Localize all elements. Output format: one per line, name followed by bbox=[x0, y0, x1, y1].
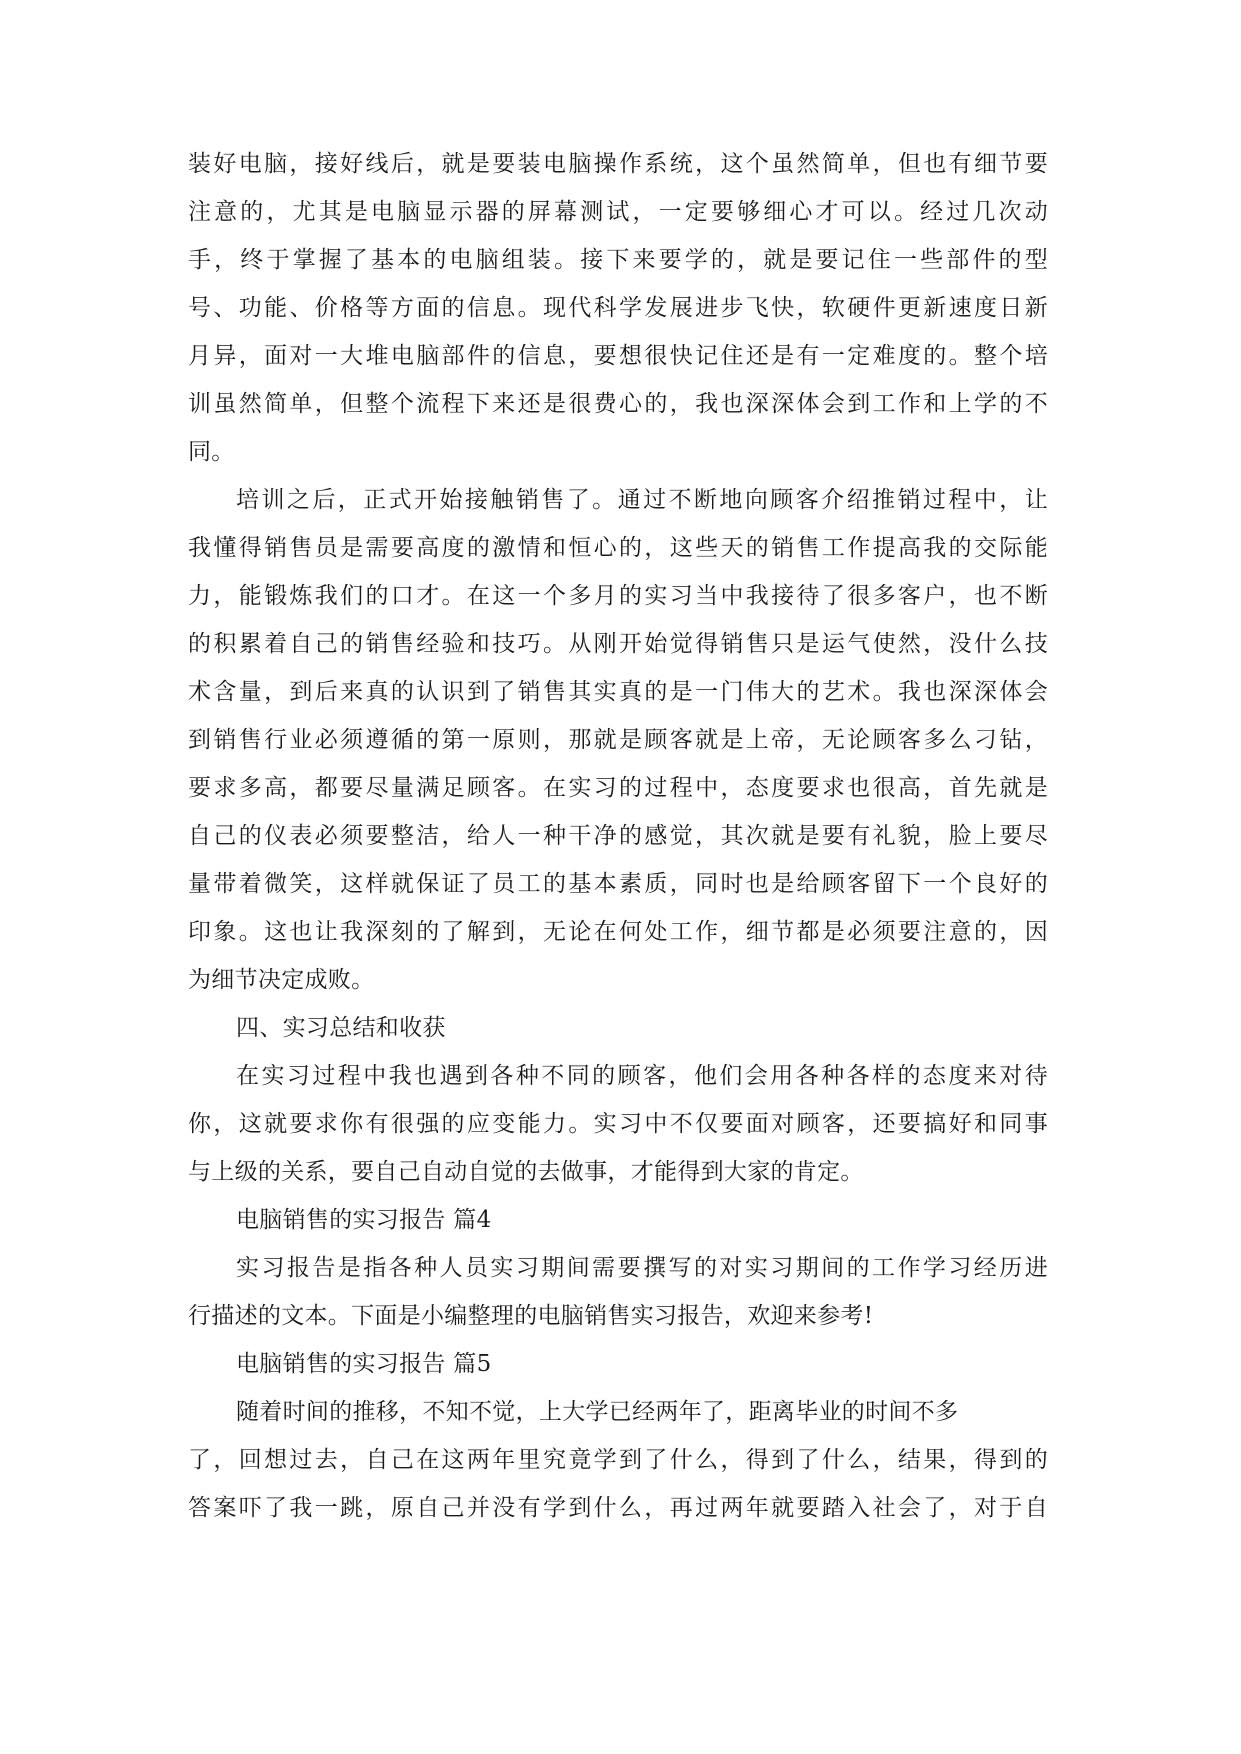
document-page bbox=[188, 140, 1048, 1532]
text-line: 量带着微笑，这样就保证了员工的基本素质，同时也是给顾客留下一个良好的 bbox=[188, 871, 1048, 897]
text-line: 号、功能、价格等方面的信息。现代科学发展进步飞快，软硬件更新速度日新 bbox=[188, 295, 1048, 321]
text-line: 力，能锻炼我们的口才。在这一个多月的实习当中我接待了很多客户，也不断 bbox=[188, 583, 1048, 609]
text-line: 印象。这也让我深刻的了解到，无论在何处工作，细节都是必须要注意的，因 bbox=[188, 919, 1048, 945]
text-line: 培训之后，正式开始接触销售了。通过不断地向顾客介绍推销过程中，让 bbox=[236, 487, 1048, 513]
text-line: 自己的仪表必须要整洁，给人一种干净的感觉，其次就是要有礼貌，脸上要尽 bbox=[188, 823, 1048, 849]
text-line: 随着时间的推移，不知不觉，上大学已经两年了，距离毕业的时间不多 bbox=[236, 1399, 959, 1425]
text-line: 同。 bbox=[188, 439, 235, 465]
text-line: 月异，面对一大堆电脑部件的信息，要想很快记住还是有一定难度的。整个培 bbox=[188, 343, 1048, 369]
text-line: 要求多高，都要尽量满足顾客。在实习的过程中，态度要求也很高，首先就是 bbox=[188, 775, 1048, 801]
text-line: 术含量，到后来真的认识到了销售其实真的是一门伟大的艺术。我也深深体会 bbox=[188, 679, 1048, 705]
text-line: 电脑销售的实习报告 篇5 bbox=[236, 1351, 492, 1377]
text-line: 到销售行业必须遵循的第一原则，那就是顾客就是上帝，无论顾客多么刁钻， bbox=[188, 727, 1048, 753]
text-line: 你，这就要求你有很强的应变能力。实习中不仅要面对顾客，还要搞好和同事 bbox=[188, 1111, 1048, 1137]
text-line: 行描述的文本。下面是小编整理的电脑销售实习报告，欢迎来参考! bbox=[188, 1303, 874, 1329]
text-line: 我懂得销售员是需要高度的激情和恒心的，这些天的销售工作提高我的交际能 bbox=[188, 535, 1048, 561]
text-line: 手，终于掌握了基本的电脑组装。接下来要学的，就是要记住一些部件的型 bbox=[188, 247, 1048, 273]
text-line: 为细节决定成败。 bbox=[188, 967, 375, 993]
text-line: 与上级的关系，要自己自动自觉的去做事，才能得到大家的肯定。 bbox=[188, 1159, 864, 1185]
text-line: 电脑销售的实习报告 篇4 bbox=[236, 1207, 492, 1233]
text-line: 了，回想过去，自己在这两年里究竟学到了什么，得到了什么，结果，得到的 bbox=[188, 1447, 1048, 1473]
text-line: 实习报告是指各种人员实习期间需要撰写的对实习期间的工作学习经历进 bbox=[236, 1255, 1048, 1281]
text-line: 答案吓了我一跳，原自己并没有学到什么，再过两年就要踏入社会了，对于自 bbox=[188, 1495, 1048, 1521]
text-line: 在实习过程中我也遇到各种不同的顾客，他们会用各种各样的态度来对待 bbox=[236, 1063, 1048, 1089]
text-line: 装好电脑，接好线后，就是要装电脑操作系统，这个虽然简单，但也有细节要 bbox=[188, 151, 1048, 177]
text-line: 的积累着自己的销售经验和技巧。从刚开始觉得销售只是运气使然，没什么技 bbox=[188, 631, 1048, 657]
text-line: 四、实习总结和收获 bbox=[236, 1015, 446, 1041]
text-line: 训虽然简单，但整个流程下来还是很费心的，我也深深体会到工作和上学的不 bbox=[188, 391, 1048, 417]
text-line: 注意的，尤其是电脑显示器的屏幕测试，一定要够细心才可以。经过几次动 bbox=[188, 199, 1048, 225]
